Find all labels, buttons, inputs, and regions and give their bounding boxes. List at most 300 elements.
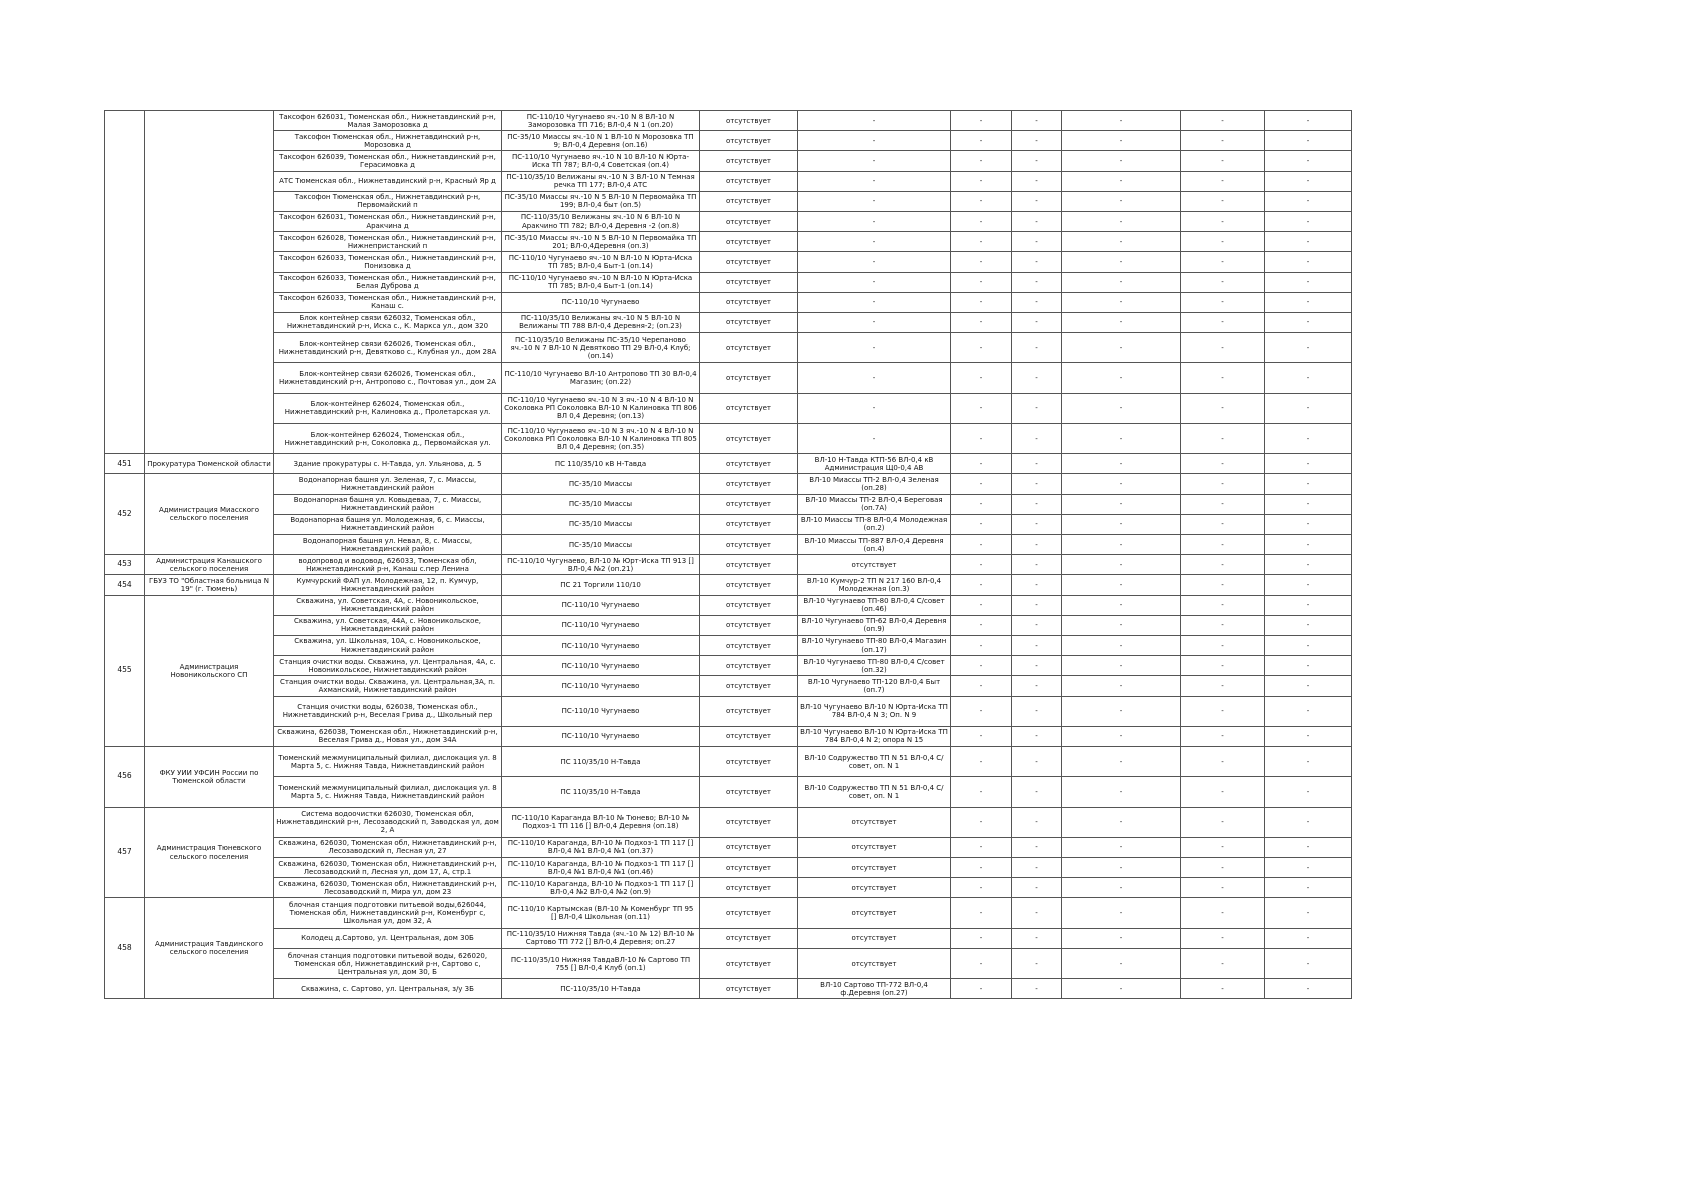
cell-address: Блок-контейнер связи 626026, Тюменская обл., Нижнетавдинский р-н, Девятково с., Клубная ул., дом 28А — [274, 333, 502, 363]
cell-value: - — [951, 928, 1012, 948]
cell-value: - — [1181, 151, 1265, 171]
cell-supply-line: ВЛ-10 Содружество ТП N 51 ВЛ-0,4 С/совет, оп. N 1 — [798, 777, 951, 807]
cell-value: - — [951, 656, 1012, 676]
cell-value: - — [1265, 535, 1352, 555]
cell-supply-line: ВЛ-10 Миассы ТП-8 ВЛ-0,4 Молодежная (оп.2) — [798, 514, 951, 534]
cell-address: Скважина, ул. Советская, 44А, с. Новоникольское, Нижнетавдинский район — [274, 615, 502, 635]
cell-power-source: ПС 110/35/10 Н-Тавда — [502, 746, 700, 776]
cell-power-source: ПС-35/10 Миассы яч.-10 N 5 ВЛ-10 N Первомайка ТП 199; ВЛ-0,4 быт (оп.5) — [502, 191, 700, 211]
cell-value: - — [1062, 878, 1181, 898]
cell-value: - — [1012, 474, 1062, 494]
cell-value: - — [1181, 111, 1265, 131]
cell-value: - — [1062, 615, 1181, 635]
cell-organization: Администрация Новоникольского СП — [145, 595, 274, 746]
cell-address: Тюменский межмуниципальный филиал, дислокация ул. 8 Марта 5, с. Нижняя Тавда, Нижнетавдинский район — [274, 777, 502, 807]
cell-supply-line: - — [798, 252, 951, 272]
cell-value: - — [1181, 272, 1265, 292]
cell-value: - — [1265, 252, 1352, 272]
cell-address: Скважина, 626038, Тюменская обл., Нижнетавдинский р-н, Веселая Грива д., Новая ул., дом 34А — [274, 726, 502, 746]
cell-value: - — [1062, 656, 1181, 676]
cell-power-source: ПС-110/35/10 Велижаны яч.-10 N 3 ВЛ-10 N Темная речка ТП 177; ВЛ-0,4 АТС — [502, 171, 700, 191]
cell-backup-source: отсутствует — [700, 858, 798, 878]
cell-address: Водонапорная башня ул. Молодежная, 6, с. Миассы, Нижнетавдинский район — [274, 514, 502, 534]
cell-power-source: ПС-110/10 Чугунаево, ВЛ-10 № Юрт-Иска ТП 913 [] ВЛ-0,4 №2 (оп.21) — [502, 555, 700, 575]
cell-value: - — [951, 979, 1012, 999]
cell-address: Станция очистки воды. Скважина, ул. Центральная,3А, п. Ахманский, Нижнетавдинский район — [274, 676, 502, 696]
cell-supply-line: - — [798, 151, 951, 171]
cell-backup-source: отсутствует — [700, 423, 798, 453]
cell-value: - — [951, 151, 1012, 171]
cell-power-source: ПС 21 Торгили 110/10 — [502, 575, 700, 595]
cell-value: - — [1181, 696, 1265, 726]
cell-value: - — [1181, 494, 1265, 514]
cell-value: - — [951, 474, 1012, 494]
cell-value: - — [1012, 393, 1062, 423]
cell-supply-line: ВЛ-10 Чугунаево ВЛ-10 N Юрта-Иска ТП 784 ВЛ-0,4 N 3; Оп. N 9 — [798, 696, 951, 726]
cell-address: Скважина, 626030, Тюменская обл, Нижнетавдинский р-н, Лесозаводский п, Лесная ул, дом 17, А, стр.1 — [274, 858, 502, 878]
cell-value: - — [951, 423, 1012, 453]
cell-value: - — [1265, 615, 1352, 635]
cell-supply-line: - — [798, 292, 951, 312]
cell-power-source: ПС-110/10 Чугунаево яч.-10 N 8 ВЛ-10 N Заморозовка ТП 716; ВЛ-0,4 N 1 (оп.20) — [502, 111, 700, 131]
cell-value: - — [951, 292, 1012, 312]
cell-value: - — [1062, 858, 1181, 878]
cell-value: - — [1062, 423, 1181, 453]
cell-supply-line: - — [798, 191, 951, 211]
cell-value: - — [1181, 979, 1265, 999]
table-row — [105, 363, 1352, 393]
cell-supply-line: ВЛ-10 Чугунаево ТП-80 ВЛ-0,4 С/совет (оп.32) — [798, 656, 951, 676]
cell-value: - — [1062, 363, 1181, 393]
cell-value: - — [1265, 232, 1352, 252]
cell-supply-line: ВЛ-10 Сартово ТП-772 ВЛ-0,4 ф.Деревня (оп.27) — [798, 979, 951, 999]
cell-value: - — [1265, 131, 1352, 151]
cell-backup-source: отсутствует — [700, 837, 798, 857]
cell-power-source: ПС-110/35/10 Велижаны яч.-10 N 5 ВЛ-10 N Велижаны ТП 788 ВЛ-0,4 Деревня-2; (оп.23) — [502, 312, 700, 332]
table-row — [105, 575, 1352, 595]
cell-backup-source: отсутствует — [700, 807, 798, 837]
cell-value: - — [1062, 292, 1181, 312]
cell-value: - — [951, 676, 1012, 696]
cell-value: - — [1062, 333, 1181, 363]
cell-value: - — [1181, 292, 1265, 312]
cell-value: - — [1181, 777, 1265, 807]
cell-value: - — [1012, 494, 1062, 514]
cell-value: - — [1012, 111, 1062, 131]
cell-power-source: ПС-110/10 Чугунаево — [502, 696, 700, 726]
cell-power-source: ПС-110/10 Чугунаево яч.-10 N ВЛ-10 N Юрта-Иска ТП 785; ВЛ-0,4 Быт-1 (оп.14) — [502, 272, 700, 292]
cell-value: - — [1181, 555, 1265, 575]
cell-value: - — [1062, 837, 1181, 857]
cell-value: - — [1062, 948, 1181, 978]
cell-backup-source: отсутствует — [700, 746, 798, 776]
cell-value: - — [951, 898, 1012, 928]
cell-value: - — [1265, 676, 1352, 696]
cell-address: Водонапорная башня ул. Зеленая, 7, с. Миассы, Нижнетавдинский район — [274, 474, 502, 494]
cell-value: - — [1062, 131, 1181, 151]
cell-backup-source: отсутствует — [700, 151, 798, 171]
cell-value: - — [1265, 292, 1352, 312]
cell-power-source: ПС-110/10 Чугунаево — [502, 635, 700, 655]
cell-supply-line: - — [798, 272, 951, 292]
cell-value: - — [1062, 726, 1181, 746]
cell-value: - — [1265, 696, 1352, 726]
cell-value: - — [1062, 535, 1181, 555]
data-table — [104, 110, 1352, 999]
cell-power-source: ПС-110/10 Чугунаево ВЛ-10 Антропово ТП 30 ВЛ-0,4 Магазин; (оп.22) — [502, 363, 700, 393]
cell-power-source: ПС-110/10 Чугунаево — [502, 656, 700, 676]
cell-power-source: ПС-110/35/10 Нижняя Тавда (яч.-10 № 12) ВЛ-10 № Сартово ТП 772 [] ВЛ-0,4 Деревня; оп.27 — [502, 928, 700, 948]
cell-value: - — [951, 454, 1012, 474]
cell-address: АТС Тюменская обл., Нижнетавдинский р-н, Красный Яр д — [274, 171, 502, 191]
cell-backup-source: отсутствует — [700, 898, 798, 928]
cell-address: Тюменский межмуниципальный филиал, дислокация ул. 8 Марта 5, с. Нижняя Тавда, Нижнетавдинский район — [274, 746, 502, 776]
cell-power-source: ПС-110/10 Чугунаево — [502, 595, 700, 615]
cell-value: - — [1062, 635, 1181, 655]
table-row — [105, 191, 1352, 211]
cell-address: Скважина, 626030, Тюменская обл, Нижнетавдинский р-н, Лесозаводский п, Лесная ул, 27 — [274, 837, 502, 857]
cell-organization — [145, 111, 274, 454]
cell-supply-line: отсутствует — [798, 898, 951, 928]
cell-value: - — [1012, 696, 1062, 726]
cell-value: - — [951, 191, 1012, 211]
table-row — [105, 292, 1352, 312]
cell-value: - — [951, 595, 1012, 615]
cell-value: - — [1181, 232, 1265, 252]
cell-value: - — [1012, 555, 1062, 575]
cell-value: - — [1012, 312, 1062, 332]
cell-organization: ФКУ УИИ УФСИН России по Тюменской области — [145, 746, 274, 807]
cell-address: Здание прокуратуры с. Н-Тавда, ул. Ульянова, д. 5 — [274, 454, 502, 474]
cell-value: - — [951, 363, 1012, 393]
cell-value: - — [1062, 232, 1181, 252]
table-row — [105, 555, 1352, 575]
cell-power-source: ПС 110/35/10 Н-Тавда — [502, 777, 700, 807]
cell-value: - — [951, 635, 1012, 655]
cell-supply-line: - — [798, 333, 951, 363]
cell-supply-line: отсутствует — [798, 928, 951, 948]
cell-supply-line: - — [798, 393, 951, 423]
cell-value: - — [951, 555, 1012, 575]
cell-address: Таксофон 626039, Тюменская обл., Нижнетавдинский р-н, Герасимовка д — [274, 151, 502, 171]
cell-value: - — [1181, 878, 1265, 898]
cell-value: - — [951, 171, 1012, 191]
cell-power-source: ПС-35/10 Миассы яч.-10 N 1 ВЛ-10 N Морозовка ТП 9; ВЛ-0,4 Деревня (оп.16) — [502, 131, 700, 151]
cell-organization: Администрация Тавдинского сельского поселения — [145, 898, 274, 999]
cell-value: - — [1265, 575, 1352, 595]
cell-value: - — [1062, 898, 1181, 928]
table-row — [105, 514, 1352, 534]
cell-value: - — [1265, 312, 1352, 332]
cell-address: Таксофон 626033, Тюменская обл., Нижнетавдинский р-н, Белая Дуброва д — [274, 272, 502, 292]
cell-address: Таксофон 626028, Тюменская обл., Нижнетавдинский р-н, Нижнепристанский п — [274, 232, 502, 252]
cell-value: - — [1062, 595, 1181, 615]
cell-value: - — [1062, 494, 1181, 514]
cell-value: - — [1062, 191, 1181, 211]
cell-value: - — [1181, 333, 1265, 363]
cell-value: - — [951, 878, 1012, 898]
table-row — [105, 928, 1352, 948]
table-row — [105, 948, 1352, 978]
cell-power-source: ПС-110/10 Караганда, ВЛ-10 № Подхоз-1 ТП 117 [] ВЛ-0,4 №2 ВЛ-0,4 №2 (оп.9) — [502, 878, 700, 898]
cell-value: - — [1062, 312, 1181, 332]
cell-value: - — [1012, 535, 1062, 555]
cell-value: - — [1265, 454, 1352, 474]
cell-value: - — [1012, 858, 1062, 878]
cell-value: - — [1265, 474, 1352, 494]
cell-value: - — [1012, 151, 1062, 171]
cell-value: - — [1181, 211, 1265, 231]
cell-value: - — [951, 948, 1012, 978]
cell-backup-source: отсутствует — [700, 292, 798, 312]
cell-supply-line: - — [798, 131, 951, 151]
cell-supply-line: - — [798, 171, 951, 191]
table-row — [105, 252, 1352, 272]
cell-value: - — [1012, 423, 1062, 453]
cell-value: - — [1012, 292, 1062, 312]
cell-value: - — [1012, 232, 1062, 252]
cell-power-source: ПС-110/10 Чугунаево — [502, 726, 700, 746]
table-row — [105, 858, 1352, 878]
cell-backup-source: отсутствует — [700, 171, 798, 191]
table-row — [105, 272, 1352, 292]
cell-value: - — [1062, 514, 1181, 534]
cell-value: - — [951, 514, 1012, 534]
cell-address: Станция очистки воды. Скважина, ул. Центральная, 4А, с. Новоникольское, Нижнетавдинский район — [274, 656, 502, 676]
cell-value: - — [1181, 656, 1265, 676]
cell-value: - — [1181, 595, 1265, 615]
cell-address: Таксофон Тюменская обл., Нижнетавдинский р-н, Первомайский п — [274, 191, 502, 211]
cell-value: - — [1012, 211, 1062, 231]
table-row — [105, 333, 1352, 363]
cell-value: - — [1012, 726, 1062, 746]
cell-value: - — [1062, 979, 1181, 999]
table-row — [105, 777, 1352, 807]
cell-backup-source: отсутствует — [700, 363, 798, 393]
cell-backup-source: отсутствует — [700, 514, 798, 534]
table-row — [105, 232, 1352, 252]
cell-supply-line: ВЛ-10 Миассы ТП-2 ВЛ-0,4 Зеленая (оп.28) — [798, 474, 951, 494]
cell-number: 457 — [105, 807, 145, 898]
cell-value: - — [1181, 858, 1265, 878]
cell-value: - — [1062, 252, 1181, 272]
cell-value: - — [1265, 191, 1352, 211]
cell-value: - — [1012, 595, 1062, 615]
cell-number — [105, 111, 145, 454]
cell-address: блочная станция подготовки питьевой воды,626044, Тюменская обл, Нижнетавдинский р-н, Коменбург с, Школьная ул, дом 32, А — [274, 898, 502, 928]
cell-power-source: ПС-35/10 Миассы — [502, 494, 700, 514]
cell-value: - — [951, 252, 1012, 272]
cell-backup-source: отсутствует — [700, 948, 798, 978]
cell-backup-source: отсутствует — [700, 494, 798, 514]
table-row — [105, 393, 1352, 423]
cell-address: Таксофон 626033, Тюменская обл., Нижнетавдинский р-н, Канаш с. — [274, 292, 502, 312]
cell-value: - — [951, 211, 1012, 231]
cell-power-source: ПС-110/10 Чугунаево яч.-10 N 3 яч.-10 N 4 ВЛ-10 N Соколовка РП Соколовка ВЛ-10 N Калиновка ТП 806 ВЛ 0,4 Деревня; (оп.13) — [502, 393, 700, 423]
cell-address: Блок-контейнер 626024, Тюменская обл., Нижнетавдинский р-н, Калиновка д., Пролетарская ул. — [274, 393, 502, 423]
cell-value: - — [1062, 272, 1181, 292]
cell-power-source: ПС-110/10 Картымская (ВЛ-10 № Коменбург ТП 95 [] ВЛ-0,4 Школьная (оп.11) — [502, 898, 700, 928]
cell-value: - — [951, 858, 1012, 878]
cell-supply-line: - — [798, 423, 951, 453]
cell-value: - — [1181, 746, 1265, 776]
table-row — [105, 726, 1352, 746]
cell-value: - — [951, 272, 1012, 292]
cell-value: - — [1265, 858, 1352, 878]
cell-value: - — [1265, 979, 1352, 999]
cell-address: Таксофон 626031, Тюменская обл., Нижнетавдинский р-н, Малая Заморозовка д — [274, 111, 502, 131]
cell-address: Блок-контейнер связи 626026, Тюменская обл., Нижнетавдинский р-н, Антропово с., Почтовая ул., дом 2А — [274, 363, 502, 393]
cell-value: - — [1181, 191, 1265, 211]
cell-supply-line: ВЛ-10 Чугунаево ТП-80 ВЛ-0,4 С/совет (оп.46) — [798, 595, 951, 615]
cell-organization: Администрация Тюневского сельского поселения — [145, 807, 274, 898]
table-row — [105, 171, 1352, 191]
cell-power-source: ПС-110/10 Караганда ВЛ-10 № Тюнево; ВЛ-10 № Подхоз-1 ТП 116 [] ВЛ-0,4 Деревня (оп.18) — [502, 807, 700, 837]
cell-address: Скважина, с. Сартово, ул. Центральная, з/у 3Б — [274, 979, 502, 999]
cell-value: - — [1062, 211, 1181, 231]
cell-backup-source: отсутствует — [700, 696, 798, 726]
cell-power-source: ПС-110/10 Чугунаево — [502, 615, 700, 635]
cell-power-source: ПС-35/10 Миассы яч.-10 N 5 ВЛ-10 N Первомайка ТП 201; ВЛ-0,4Деревня (оп.3) — [502, 232, 700, 252]
cell-power-source: ПС-110/35/10 Велижаны ПС-35/10 Черепаново яч.-10 N 7 ВЛ-10 N Девятково ТП 29 ВЛ-0,4 Клуб; (оп.14) — [502, 333, 700, 363]
cell-value: - — [1265, 111, 1352, 131]
cell-supply-line: - — [798, 211, 951, 231]
cell-address: блочная станция подготовки питьевой воды, 626020, Тюменская обл, Нижнетавдинский р-н, Сартово с, Центральная ул, дом 30, Б — [274, 948, 502, 978]
cell-value: - — [1181, 807, 1265, 837]
table-row — [105, 312, 1352, 332]
cell-number: 456 — [105, 746, 145, 807]
cell-value: - — [1012, 131, 1062, 151]
cell-value: - — [1181, 898, 1265, 928]
table-row — [105, 151, 1352, 171]
cell-backup-source: отсутствует — [700, 131, 798, 151]
cell-power-source: ПС-110/35/10 Н-Тавда — [502, 979, 700, 999]
cell-supply-line: - — [798, 111, 951, 131]
cell-value: - — [951, 535, 1012, 555]
cell-value: - — [1181, 575, 1265, 595]
cell-address: Станция очистки воды, 626038, Тюменская обл., Нижнетавдинский р-н, Веселая Грива д., Школьный пер — [274, 696, 502, 726]
cell-supply-line: ВЛ-10 Н-Тавда КТП-56 ВЛ-0,4 кВ Администрация Щ0-0,4 АВ — [798, 454, 951, 474]
cell-value: - — [1181, 423, 1265, 453]
cell-backup-source: отсутствует — [700, 191, 798, 211]
cell-value: - — [1181, 535, 1265, 555]
cell-value: - — [1012, 514, 1062, 534]
cell-value: - — [1062, 171, 1181, 191]
cell-value: - — [1181, 615, 1265, 635]
cell-value: - — [1012, 746, 1062, 776]
cell-value: - — [1265, 363, 1352, 393]
cell-value: - — [1062, 676, 1181, 696]
cell-supply-line: ВЛ-10 Кумчур-2 ТП N 217 160 ВЛ-0,4 Молодежная (оп.3) — [798, 575, 951, 595]
cell-supply-line: отсутствует — [798, 878, 951, 898]
cell-value: - — [1181, 514, 1265, 534]
cell-value: - — [951, 726, 1012, 746]
cell-number: 455 — [105, 595, 145, 746]
cell-backup-source: отсутствует — [700, 211, 798, 231]
cell-value: - — [951, 312, 1012, 332]
cell-backup-source: отсутствует — [700, 615, 798, 635]
cell-value: - — [1181, 676, 1265, 696]
cell-value: - — [1012, 454, 1062, 474]
cell-value: - — [1181, 635, 1265, 655]
cell-value: - — [951, 333, 1012, 363]
cell-value: - — [1012, 171, 1062, 191]
cell-power-source: ПС-110/35/10 Велижаны яч.-10 N 6 ВЛ-10 N Аракчино ТП 782; ВЛ-0,4 Деревня -2 (оп.8) — [502, 211, 700, 231]
cell-address: Таксофон Тюменская обл., Нижнетавдинский р-н, Морозовка д — [274, 131, 502, 151]
table-row — [105, 807, 1352, 837]
cell-value: - — [1181, 252, 1265, 272]
table-row — [105, 635, 1352, 655]
cell-supply-line: - — [798, 312, 951, 332]
cell-value: - — [951, 575, 1012, 595]
cell-value: - — [1181, 363, 1265, 393]
cell-supply-line: - — [798, 363, 951, 393]
cell-value: - — [1012, 191, 1062, 211]
cell-supply-line: отсутствует — [798, 948, 951, 978]
cell-value: - — [1181, 726, 1265, 746]
cell-supply-line: ВЛ-10 Миассы ТП-887 ВЛ-0,4 Деревня (оп.4) — [798, 535, 951, 555]
cell-power-source: ПС-110/10 Чугунаево яч.-10 N 3 яч.-10 N 4 ВЛ-10 N Соколовка РП Соколовка ВЛ-10 N Калиновка ТП 805 ВЛ 0,4 Деревня; (оп.35) — [502, 423, 700, 453]
cell-value: - — [1062, 575, 1181, 595]
cell-supply-line: ВЛ-10 Чугунаево ТП-80 ВЛ-0,4 Магазин (оп.17) — [798, 635, 951, 655]
cell-value: - — [1265, 423, 1352, 453]
cell-address: Скважина, ул. Школьная, 10А, с. Новоникольское, Нижнетавдинский район — [274, 635, 502, 655]
table-row — [105, 494, 1352, 514]
cell-power-source: ПС-35/10 Миассы — [502, 474, 700, 494]
cell-backup-source: отсутствует — [700, 575, 798, 595]
cell-value: - — [1265, 151, 1352, 171]
cell-value: - — [951, 131, 1012, 151]
cell-backup-source: отсутствует — [700, 878, 798, 898]
cell-backup-source: отсутствует — [700, 777, 798, 807]
table-row — [105, 595, 1352, 615]
table-row — [105, 454, 1352, 474]
cell-value: - — [951, 615, 1012, 635]
table-row — [105, 535, 1352, 555]
cell-backup-source: отсутствует — [700, 454, 798, 474]
cell-value: - — [1181, 312, 1265, 332]
cell-supply-line: ВЛ-10 Чугунаево ВЛ-10 N Юрта-Иска ТП 784 ВЛ-0,4 N 2; опора N 15 — [798, 726, 951, 746]
cell-address: Блок контейнер связи 626032, Тюменская обл., Нижнетавдинский р-н, Иска с., К. Маркса ул., дом 320 — [274, 312, 502, 332]
cell-value: - — [1062, 807, 1181, 837]
cell-value: - — [1181, 131, 1265, 151]
cell-power-source: ПС 110/35/10 кВ Н-Тавда — [502, 454, 700, 474]
cell-value: - — [1265, 726, 1352, 746]
cell-value: - — [1265, 777, 1352, 807]
cell-backup-source: отсутствует — [700, 272, 798, 292]
cell-value: - — [1265, 635, 1352, 655]
cell-value: - — [1012, 807, 1062, 837]
cell-value: - — [1012, 777, 1062, 807]
cell-backup-source: отсутствует — [700, 595, 798, 615]
cell-backup-source: отсутствует — [700, 676, 798, 696]
cell-backup-source: отсутствует — [700, 535, 798, 555]
cell-supply-line: отсутствует — [798, 555, 951, 575]
table-row — [105, 211, 1352, 231]
cell-backup-source: отсутствует — [700, 555, 798, 575]
cell-organization: ГБУЗ ТО "Областная больница N 19" (г. Тюмень) — [145, 575, 274, 595]
cell-value: - — [1062, 393, 1181, 423]
cell-value: - — [951, 494, 1012, 514]
cell-value: - — [1265, 494, 1352, 514]
table-row — [105, 746, 1352, 776]
cell-backup-source: отсутствует — [700, 393, 798, 423]
cell-value: - — [1012, 252, 1062, 272]
cell-address: Водонапорная башня ул. Невал, 8, с. Миассы, Нижнетавдинский район — [274, 535, 502, 555]
cell-address: Кумчурский ФАП ул. Молодежная, 12, п. Кумчур, Нижнетавдинский район — [274, 575, 502, 595]
cell-value: - — [1265, 171, 1352, 191]
cell-value: - — [1012, 575, 1062, 595]
